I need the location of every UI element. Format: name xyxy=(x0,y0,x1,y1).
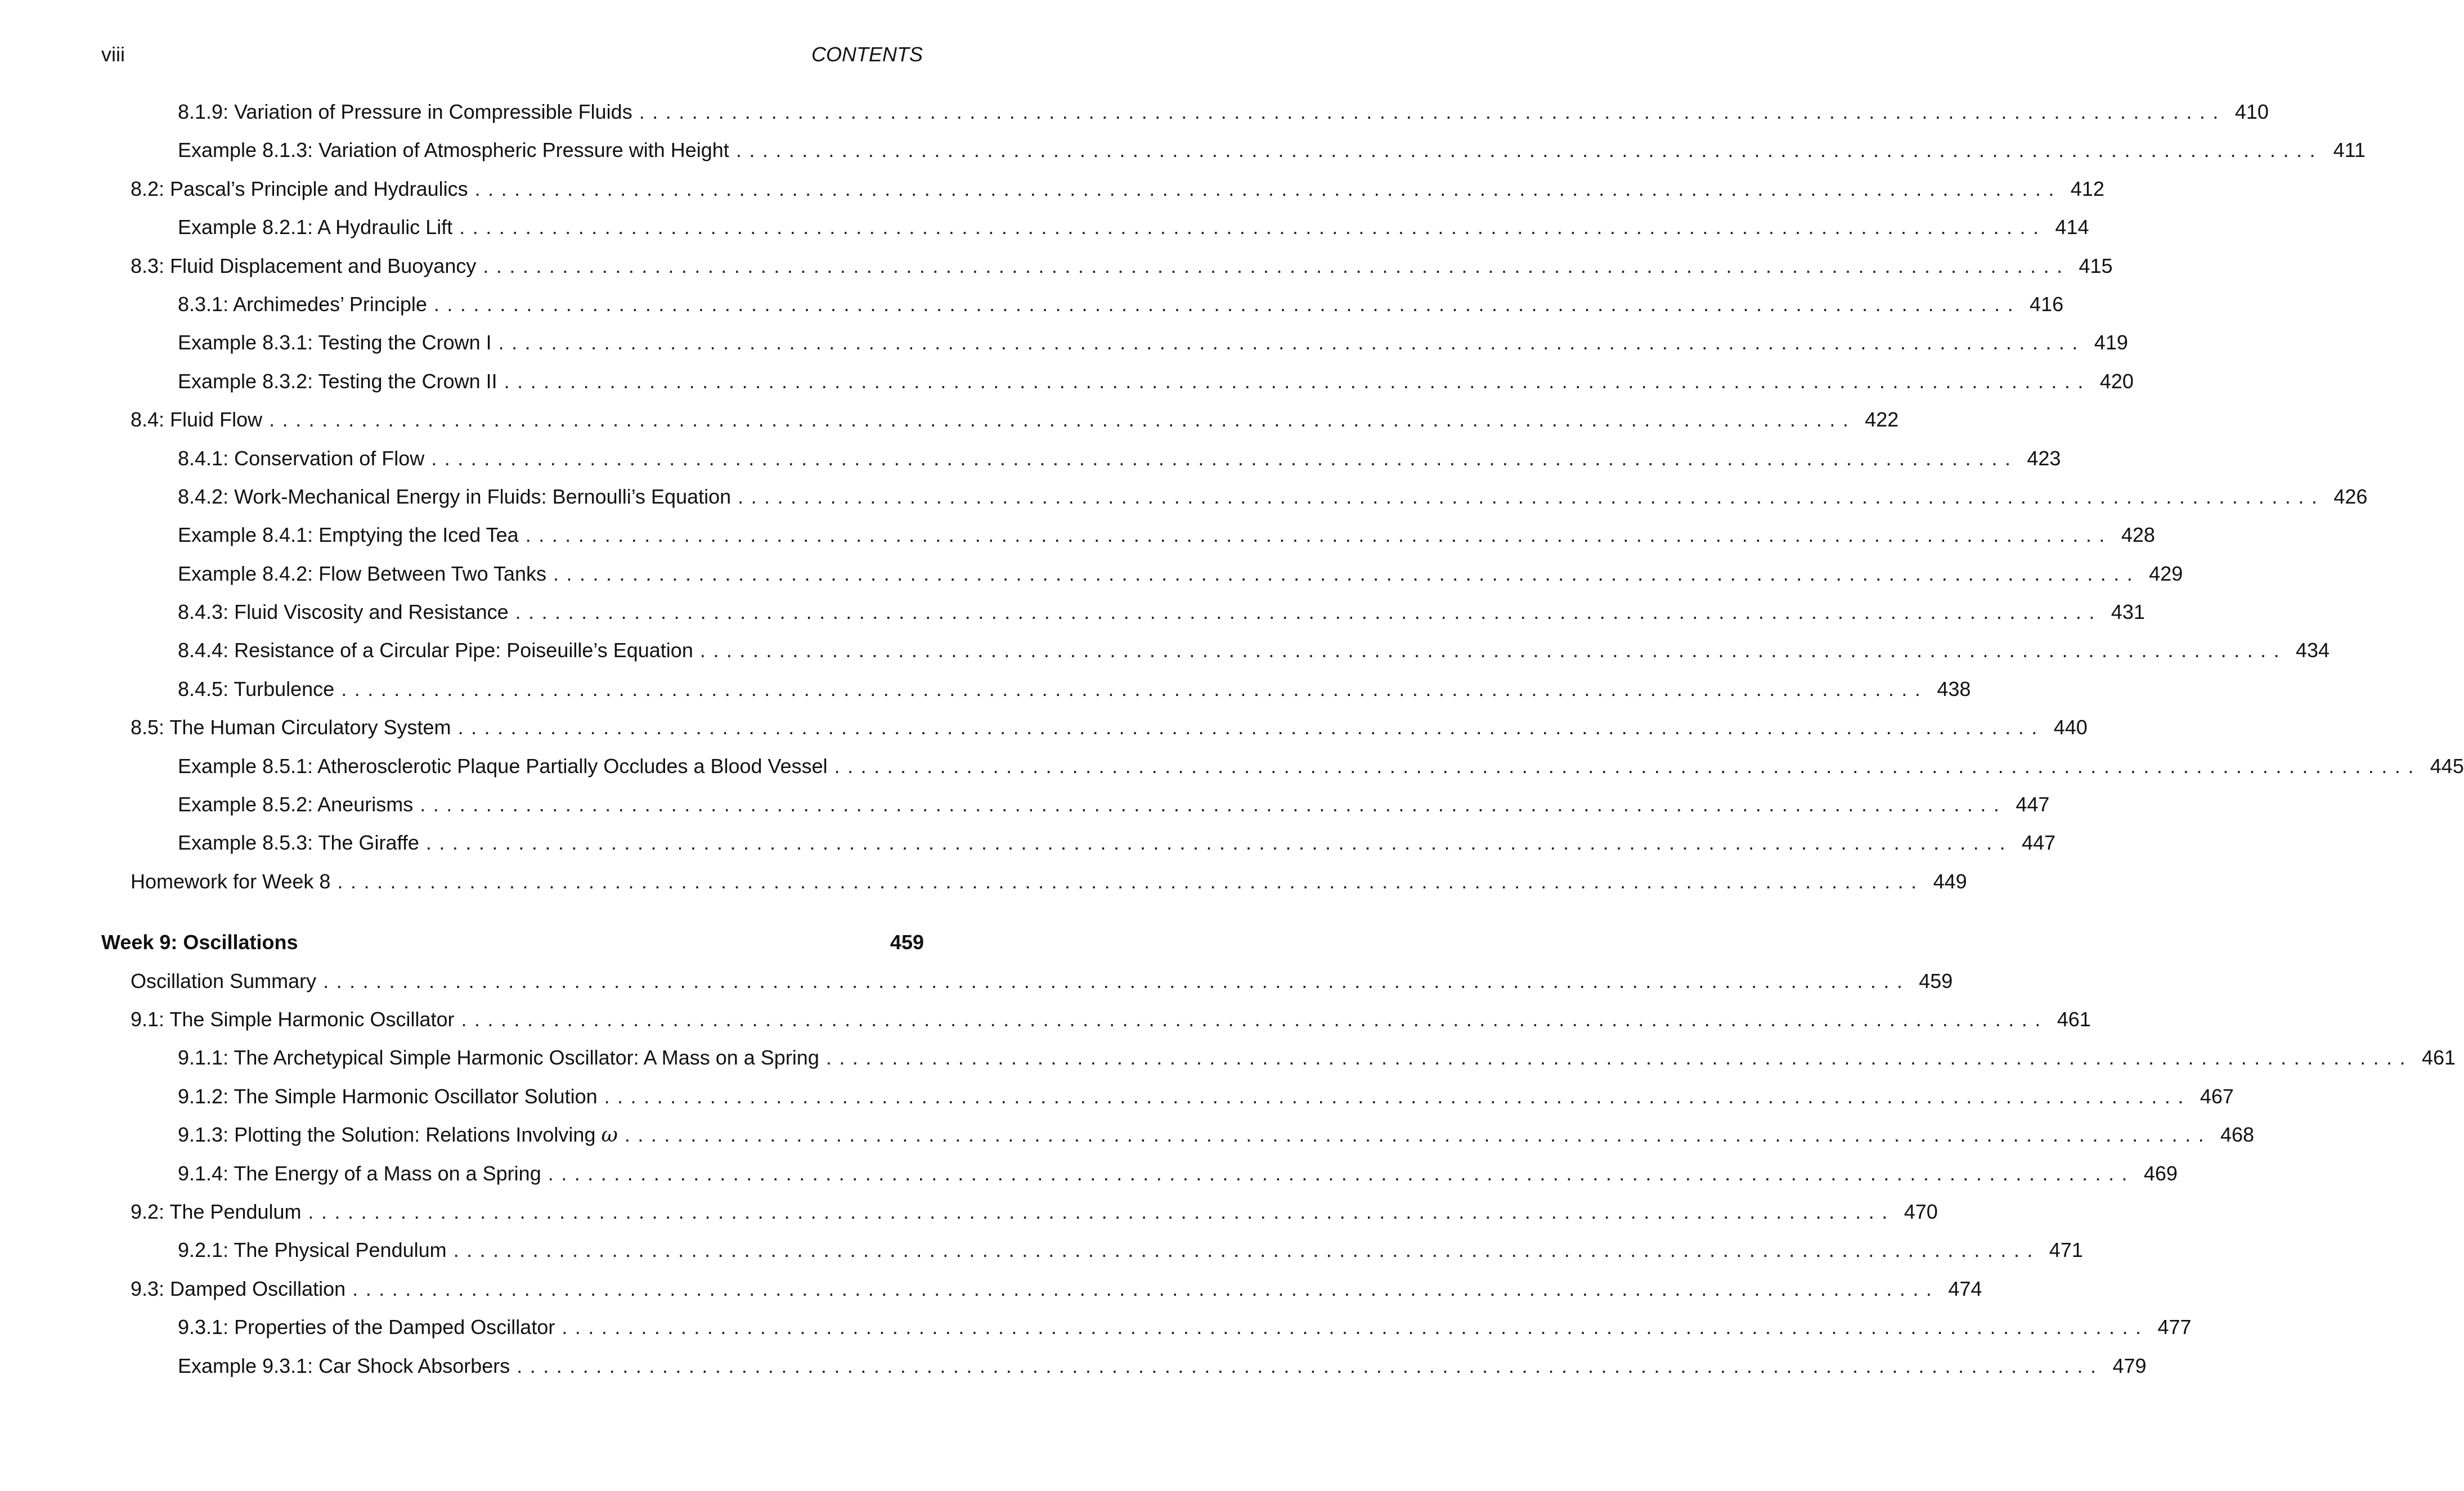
toc-entry-page-number: 467 xyxy=(2200,1084,2234,1108)
toc-entry-page-number: 470 xyxy=(1904,1200,1938,1223)
toc-entry-title: Example 8.3.1: Testing the Crown I xyxy=(178,331,492,354)
toc-entry-title: Example 8.3.2: Testing the Crown II xyxy=(178,369,497,393)
toc-entry[interactable] xyxy=(101,1123,2255,1161)
toc-entry-page-number: 461 xyxy=(2057,1007,2091,1031)
toc-entry[interactable] xyxy=(101,292,2064,331)
toc-entry-page-number: 449 xyxy=(1933,869,1967,893)
dot-leader: ........................................................................................................................ xyxy=(453,1238,2040,1262)
toc-entry[interactable] xyxy=(101,869,1967,908)
dot-leader: ........................................................................................................................ xyxy=(504,369,2091,393)
toc-entry-title: 9.1: The Simple Harmonic Oscillator xyxy=(131,1007,455,1031)
page-header xyxy=(101,43,923,66)
toc-entry-title: 8.1.9: Variation of Pressure in Compressible Fluids xyxy=(178,100,632,123)
toc-entry-page-number: 469 xyxy=(2143,1161,2178,1185)
toc-entry-page-number: 459 xyxy=(1919,969,1953,992)
toc-entry-title: 8.5: The Human Circulatory System xyxy=(131,716,451,739)
toc-entry-page-number: 477 xyxy=(2157,1315,2192,1339)
toc-entry-title: 8.3.1: Archimedes’ Principle xyxy=(178,292,427,316)
toc-entry-page-number: 468 xyxy=(2220,1123,2255,1147)
dot-leader: ........................................................................................................................ xyxy=(517,1354,2104,1377)
dot-leader: ........................................................................................................................ xyxy=(308,1200,1895,1223)
toc-entry-page-number: 411 xyxy=(2333,138,2366,162)
toc-entry[interactable] xyxy=(101,254,2113,293)
toc-entry[interactable] xyxy=(101,562,2183,600)
toc-entry[interactable] xyxy=(101,1084,2234,1123)
toc-entry-page-number: 412 xyxy=(2070,177,2104,200)
toc-entry-title: Example 8.4.2: Flow Between Two Tanks xyxy=(178,562,547,585)
toc-entry-page-number: 426 xyxy=(2333,484,2368,508)
toc-entry-title: 8.4.1: Conservation of Flow xyxy=(178,446,425,470)
toc-entry[interactable] xyxy=(101,215,2089,254)
toc-entry-page-number: 434 xyxy=(2296,639,2330,662)
toc-entry-page-number: 410 xyxy=(2234,100,2269,123)
toc-entry-page-number: 474 xyxy=(1948,1277,1982,1300)
dot-leader: ........................................................................................................................ xyxy=(457,716,2045,739)
toc-entry-page-number: 447 xyxy=(2022,831,2056,855)
dot-leader: ........................................................................................................................ xyxy=(639,100,2226,123)
toc-entry-page-number: 445 xyxy=(2430,754,2464,778)
toc-entry[interactable] xyxy=(101,523,2155,562)
toc-entry[interactable] xyxy=(101,408,1899,446)
dot-leader: ........................................................................................................................ xyxy=(433,292,2021,316)
toc-entry[interactable] xyxy=(101,1007,2091,1046)
toc-entry[interactable] xyxy=(101,1238,2083,1277)
chapter-title: Week 9: Oscillations xyxy=(101,931,298,954)
toc-entry[interactable] xyxy=(101,331,2128,369)
dot-leader: ........................................................................................................................ xyxy=(624,1123,2212,1147)
dot-leader: ........................................................................................................................ xyxy=(738,484,2325,508)
toc-entry-page-number: 461 xyxy=(2422,1046,2456,1070)
toc-entry-page-number: 440 xyxy=(2053,716,2088,739)
toc-entry[interactable] xyxy=(101,677,1971,716)
toc-entry-page-number: 479 xyxy=(2112,1354,2147,1377)
toc-entry-title: 8.4: Fluid Flow xyxy=(131,408,263,432)
toc-entry-page-number: 447 xyxy=(2016,793,2050,816)
toc-entry-page-number: 416 xyxy=(2030,292,2064,316)
toc-section-week-9 xyxy=(101,969,2456,1393)
dot-leader: ........................................................................................................................ xyxy=(459,215,2046,239)
chapter-page-number: 459 xyxy=(890,931,924,954)
toc-entry-title: 9.1.4: The Energy of a Mass on a Spring xyxy=(178,1161,541,1185)
dot-leader: ........................................................................................................................ xyxy=(735,138,2323,162)
toc-entry[interactable] xyxy=(101,716,2088,754)
toc-entry[interactable] xyxy=(101,484,2368,523)
toc-entry-title: 9.1.1: The Archetypical Simple Harmonic Oscillator: A Mass on a Spring xyxy=(178,1046,819,1070)
toc-entry-title: 8.4.4: Resistance of a Circular Pipe: Poiseuille’s Equation xyxy=(178,639,693,662)
toc-entry[interactable] xyxy=(101,177,2104,215)
dot-leader: ........................................................................................................................ xyxy=(341,677,1928,700)
table-of-contents xyxy=(101,100,2464,1393)
toc-entry-title: Example 8.1.3: Variation of Atmospheric Pressure with Height xyxy=(178,138,729,162)
toc-entry-title: Example 8.4.1: Emptying the Iced Tea xyxy=(178,523,519,547)
dot-leader: ........................................................................................................................ xyxy=(431,446,2018,470)
toc-entry-title: Example 8.5.2: Aneurisms xyxy=(178,793,414,816)
toc-entry[interactable] xyxy=(101,1200,1938,1238)
toc-entry-page-number: 429 xyxy=(2149,562,2183,585)
toc-entry-page-number: 414 xyxy=(2055,215,2089,239)
math-symbol: ω xyxy=(601,1124,618,1147)
toc-entry-page-number: 419 xyxy=(2094,331,2128,354)
dot-leader: ........................................................................................................................ xyxy=(337,869,1924,893)
toc-entry-title: Oscillation Summary xyxy=(131,969,317,992)
toc-entry[interactable] xyxy=(101,600,2145,639)
running-title: CONTENTS xyxy=(811,43,923,66)
toc-entry-title: 9.2: The Pendulum xyxy=(131,1200,302,1223)
toc-entry-page-number: 428 xyxy=(2121,523,2155,547)
toc-entry-title: 9.3.1: Properties of the Damped Oscillator xyxy=(178,1315,555,1339)
chapter-heading[interactable] xyxy=(101,931,924,969)
toc-entry[interactable] xyxy=(101,1315,2192,1354)
toc-entry[interactable] xyxy=(101,754,2464,793)
toc-entry[interactable] xyxy=(101,831,2056,869)
toc-entry-page-number: 431 xyxy=(2111,600,2145,624)
toc-entry-title: 8.4.5: Turbulence xyxy=(178,677,335,700)
toc-entry[interactable] xyxy=(101,1277,1982,1315)
toc-entry[interactable] xyxy=(101,969,1953,1008)
toc-entry-title: 8.3: Fluid Displacement and Buoyancy xyxy=(131,254,477,277)
dot-leader: ........................................................................................................................ xyxy=(420,793,2007,816)
toc-entry-title: 9.2.1: The Physical Pendulum xyxy=(178,1238,447,1262)
dot-leader: ........................................................................................................................ xyxy=(604,1084,2191,1108)
toc-entry[interactable] xyxy=(101,793,2050,831)
toc-section-week-8 xyxy=(101,100,2464,908)
dot-leader: ........................................................................................................................ xyxy=(699,639,2287,662)
toc-entry-page-number: 415 xyxy=(2079,254,2113,277)
toc-entry-page-number: 420 xyxy=(2099,369,2134,393)
toc-entry-page-number: 423 xyxy=(2027,446,2061,470)
dot-leader: ........................................................................................................................ xyxy=(352,1277,1940,1300)
dot-leader: ........................................................................................................................ xyxy=(515,600,2102,624)
toc-entry-title: Example 8.5.3: The Giraffe xyxy=(178,831,419,855)
dot-leader: ........................................................................................................................ xyxy=(474,177,2062,200)
dot-leader: ........................................................................................................................ xyxy=(483,254,2070,277)
dot-leader: ........................................................................................................................ xyxy=(498,331,2085,354)
toc-entry-page-number: 471 xyxy=(2049,1238,2083,1262)
toc-entry-title: Example 9.3.1: Car Shock Absorbers xyxy=(178,1354,510,1377)
dot-leader: ........................................................................................................................ xyxy=(461,1007,2048,1031)
toc-entry[interactable] xyxy=(101,138,2366,177)
toc-entry[interactable] xyxy=(101,639,2330,677)
dot-leader: ........................................................................................................................ xyxy=(834,754,2421,778)
toc-entry-title: 9.1.3: Plotting the Solution: Relations Involving ω xyxy=(178,1123,618,1147)
toc-entry-title: Example 8.2.1: A Hydraulic Lift xyxy=(178,215,453,239)
toc-entry-title: Homework for Week 8 xyxy=(131,869,331,893)
toc-entry-page-number: 422 xyxy=(1865,408,1899,432)
toc-entry-title: 8.4.2: Work-Mechanical Energy in Fluids: Bernoulli’s Equation xyxy=(178,484,731,508)
toc-entry-title: 9.3: Damped Oscillation xyxy=(131,1277,346,1300)
dot-leader: ........................................................................................................................ xyxy=(525,523,2112,547)
page-number: viii xyxy=(101,43,125,66)
dot-leader: ........................................................................................................................ xyxy=(425,831,2013,855)
dot-leader: ........................................................................................................................ xyxy=(547,1161,2135,1185)
dot-leader: ........................................................................................................................ xyxy=(562,1315,2149,1339)
toc-entry-title: 9.1.2: The Simple Harmonic Oscillator Solution xyxy=(178,1084,598,1108)
toc-entry-title: Example 8.5.1: Atherosclerotic Plaque Partially Occludes a Blood Vessel xyxy=(178,754,828,778)
dot-leader: ........................................................................................................................ xyxy=(553,562,2140,585)
toc-entry[interactable] xyxy=(101,1354,2147,1393)
toc-entry[interactable] xyxy=(101,369,2134,408)
dot-leader: ........................................................................................................................ xyxy=(323,969,1910,992)
toc-entry-page-number: 438 xyxy=(1937,677,1971,700)
toc-entry[interactable] xyxy=(101,1046,2456,1084)
toc-entry-title: 8.2: Pascal’s Principle and Hydraulics xyxy=(131,177,468,200)
dot-leader: ........................................................................................................................ xyxy=(825,1046,2413,1070)
toc-entry[interactable] xyxy=(101,1161,2178,1200)
toc-entry-title: 8.4.3: Fluid Viscosity and Resistance xyxy=(178,600,509,624)
toc-entry[interactable] xyxy=(101,446,2061,485)
dot-leader: ........................................................................................................................ xyxy=(269,408,1856,432)
toc-entry[interactable] xyxy=(101,100,2269,138)
